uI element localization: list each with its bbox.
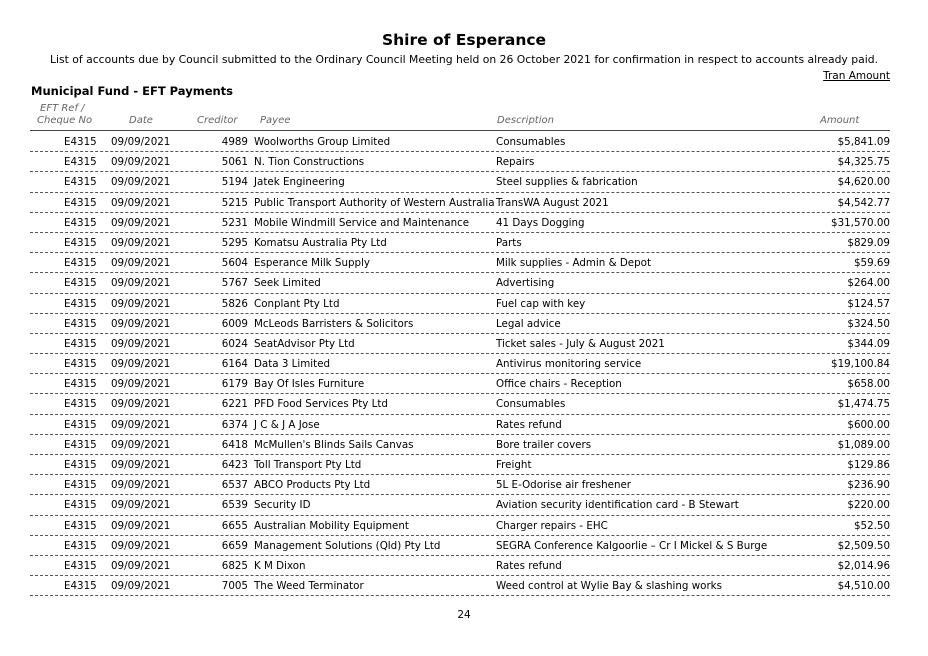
cell-creditor: 6423 xyxy=(221,459,248,471)
table-row xyxy=(30,516,890,536)
table-row xyxy=(30,193,890,213)
cell-creditor: 5061 xyxy=(221,156,248,169)
cell-description: Rates refund xyxy=(496,559,562,572)
cell-ref: E4315 xyxy=(64,257,97,270)
cell-payee: K M Dixon xyxy=(254,559,306,572)
cell-description: 5L E-Odorise air freshener xyxy=(496,479,632,492)
cell-description: Milk supplies - Admin & Depot xyxy=(496,257,652,270)
cell-payee: Jatek Engineering xyxy=(254,176,345,189)
cell-amount: $829.09 xyxy=(847,236,890,249)
cell-payee: The Weed Terminator xyxy=(254,580,364,593)
cell-date: 09/09/2021 xyxy=(111,459,171,471)
cell-creditor: 6374 xyxy=(221,418,248,431)
header-ref-line1: EFT Ref / xyxy=(40,103,85,114)
cell-creditor: 6655 xyxy=(221,519,248,532)
cell-ref: E4315 xyxy=(64,196,97,209)
cell-payee: Conplant Pty Ltd xyxy=(254,297,340,310)
cell-date: 09/09/2021 xyxy=(111,418,171,431)
cell-amount: $5,841.09 xyxy=(837,136,890,148)
cell-date: 09/09/2021 xyxy=(111,196,171,209)
cell-description: Consumables xyxy=(496,398,566,411)
cell-amount: $124.57 xyxy=(847,297,890,310)
cell-ref: E4315 xyxy=(64,559,97,572)
cell-description: 41 Days Dogging xyxy=(496,216,585,229)
table-row xyxy=(30,233,890,253)
cell-date: 09/09/2021 xyxy=(111,479,171,492)
cell-ref: E4315 xyxy=(64,459,97,471)
cell-ref: E4315 xyxy=(64,519,97,532)
cell-payee: Management Solutions (Qld) Pty Ltd xyxy=(254,539,441,552)
table-row xyxy=(30,172,890,192)
cell-creditor: 5231 xyxy=(221,216,248,229)
cell-description: Charger repairs - EHC xyxy=(496,519,608,532)
cell-description: SEGRA Conference Kalgoorlie – Cr I Mickel & S Burge xyxy=(496,539,768,552)
cell-payee: SeatAdvisor Pty Ltd xyxy=(254,337,355,350)
cell-creditor: 5215 xyxy=(221,196,248,209)
table-row xyxy=(30,294,890,314)
cell-creditor: 6024 xyxy=(221,337,248,350)
table-row xyxy=(30,495,890,515)
cell-description: Weed control at Wylie Bay & slashing works xyxy=(496,580,723,593)
cell-payee: Komatsu Australia Pty Ltd xyxy=(254,236,387,249)
cell-date: 09/09/2021 xyxy=(111,136,171,148)
cell-amount: $1,474.75 xyxy=(837,398,890,411)
cell-amount: $4,325.75 xyxy=(837,156,890,169)
cell-creditor: 5194 xyxy=(221,176,248,189)
cell-amount: $4,510.00 xyxy=(837,580,890,593)
cell-payee: N. Tion Constructions xyxy=(254,156,365,169)
cell-date: 09/09/2021 xyxy=(111,236,171,249)
cell-amount: $129.86 xyxy=(847,459,890,471)
tran-amount-label: Tran Amount xyxy=(823,70,890,82)
cell-date: 09/09/2021 xyxy=(111,378,171,391)
header-divider xyxy=(30,130,890,131)
cell-date: 09/09/2021 xyxy=(111,337,171,350)
table-row xyxy=(30,536,890,556)
cell-description: Rates refund xyxy=(496,418,562,431)
cell-amount: $31,570.00 xyxy=(831,216,890,229)
cell-amount: $59.69 xyxy=(853,257,890,270)
cell-creditor: 7005 xyxy=(221,580,248,593)
cell-description: Ticket sales - July & August 2021 xyxy=(496,337,665,350)
cell-ref: E4315 xyxy=(64,438,97,451)
cell-ref: E4315 xyxy=(64,277,97,290)
header-creditor: Creditor xyxy=(197,115,238,126)
cell-ref: E4315 xyxy=(64,176,97,189)
cell-payee: J C & J A Jose xyxy=(254,418,320,431)
cell-description: Repairs xyxy=(496,156,535,169)
cell-creditor: 6009 xyxy=(221,317,248,330)
cell-payee: Data 3 Limited xyxy=(254,358,331,371)
cell-description: Freight xyxy=(496,459,532,471)
cell-description: Fuel cap with key xyxy=(496,297,586,310)
cell-payee: ABCO Products Pty Ltd xyxy=(254,479,371,492)
cell-amount: $324.50 xyxy=(847,317,890,330)
cell-payee: Woolworths Group Limited xyxy=(254,136,391,148)
cell-creditor: 6537 xyxy=(221,479,248,492)
table-row xyxy=(30,455,890,475)
cell-description: Steel supplies & fabrication xyxy=(496,176,638,189)
cell-date: 09/09/2021 xyxy=(111,297,171,310)
table-row xyxy=(30,576,890,596)
table-row xyxy=(30,213,890,233)
cell-payee: Seek Limited xyxy=(254,277,321,290)
table-row xyxy=(30,354,890,374)
cell-date: 09/09/2021 xyxy=(111,317,171,330)
cell-description: Consumables xyxy=(496,136,566,148)
cell-date: 09/09/2021 xyxy=(111,438,171,451)
table-row xyxy=(30,132,890,152)
cell-date: 09/09/2021 xyxy=(111,358,171,371)
cell-date: 09/09/2021 xyxy=(111,277,171,290)
payments-table xyxy=(30,132,890,596)
cell-payee: PFD Food Services Pty Ltd xyxy=(254,398,388,411)
cell-ref: E4315 xyxy=(64,418,97,431)
cell-creditor: 5295 xyxy=(221,236,248,249)
cell-description: Office chairs - Reception xyxy=(496,378,622,391)
cell-creditor: 6179 xyxy=(221,378,248,391)
cell-ref: E4315 xyxy=(64,317,97,330)
cell-amount: $19,100.84 xyxy=(831,358,890,371)
cell-date: 09/09/2021 xyxy=(111,398,171,411)
header-amount: Amount xyxy=(820,115,860,126)
cell-date: 09/09/2021 xyxy=(111,156,171,169)
cell-date: 09/09/2021 xyxy=(111,519,171,532)
table-row xyxy=(30,334,890,354)
cell-ref: E4315 xyxy=(64,358,97,371)
cell-ref: E4315 xyxy=(64,378,97,391)
cell-ref: E4315 xyxy=(64,479,97,492)
header-ref-line2: Cheque No xyxy=(37,115,93,126)
table-row xyxy=(30,152,890,172)
cell-date: 09/09/2021 xyxy=(111,539,171,552)
cell-date: 09/09/2021 xyxy=(111,176,171,189)
cell-amount: $4,542.77 xyxy=(837,196,890,209)
cell-description: Legal advice xyxy=(496,317,561,330)
cell-payee: Bay Of Isles Furniture xyxy=(254,378,365,391)
document-subtitle: List of accounts due by Council submitted to the Ordinary Council Meeting held on 26 October 2021 for confirmation in respect to accounts already paid. xyxy=(49,53,879,66)
cell-amount: $4,620.00 xyxy=(837,176,890,189)
cell-payee: Toll Transport Pty Ltd xyxy=(254,459,362,471)
cell-creditor: 5826 xyxy=(221,297,248,310)
cell-amount: $658.00 xyxy=(847,378,890,391)
cell-date: 09/09/2021 xyxy=(111,559,171,572)
cell-ref: E4315 xyxy=(64,156,97,169)
table-row xyxy=(30,273,890,293)
cell-description: Bore trailer covers xyxy=(496,438,592,451)
table-row xyxy=(30,253,890,273)
table-row xyxy=(30,435,890,455)
cell-payee: Esperance Milk Supply xyxy=(254,257,371,270)
cell-amount: $600.00 xyxy=(847,418,890,431)
cell-payee: Security ID xyxy=(254,499,311,512)
cell-creditor: 5767 xyxy=(221,277,248,290)
header-payee: Payee xyxy=(260,115,291,126)
cell-ref: E4315 xyxy=(64,580,97,593)
cell-creditor: 6418 xyxy=(221,438,248,451)
document-title: Shire of Esperance xyxy=(381,31,547,49)
cell-description: Parts xyxy=(496,236,522,249)
cell-amount: $264.00 xyxy=(847,277,890,290)
cell-ref: E4315 xyxy=(64,216,97,229)
cell-amount: $2,014.96 xyxy=(837,559,890,572)
table-row xyxy=(30,314,890,334)
cell-description: TransWA August 2021 xyxy=(496,196,609,209)
page-number: 24 xyxy=(457,609,471,621)
header-date: Date xyxy=(129,115,153,126)
cell-description: Advertising xyxy=(496,277,555,290)
cell-creditor: 6221 xyxy=(221,398,248,411)
cell-date: 09/09/2021 xyxy=(111,257,171,270)
cell-amount: $344.09 xyxy=(847,337,890,350)
table-row xyxy=(30,556,890,576)
cell-date: 09/09/2021 xyxy=(111,580,171,593)
table-row xyxy=(30,374,890,394)
cell-creditor: 4989 xyxy=(221,136,248,148)
cell-description: Aviation security identification card - B Stewart xyxy=(496,499,739,512)
cell-ref: E4315 xyxy=(64,337,97,350)
cell-creditor: 6164 xyxy=(221,358,248,371)
cell-payee: Australian Mobility Equipment xyxy=(254,519,409,532)
cell-creditor: 5604 xyxy=(221,257,248,270)
section-title: Municipal Fund - EFT Payments xyxy=(31,84,234,98)
cell-amount: $52.50 xyxy=(853,519,890,532)
cell-amount: $236.90 xyxy=(847,479,890,492)
cell-date: 09/09/2021 xyxy=(111,216,171,229)
cell-payee: Public Transport Authority of Western Australia xyxy=(254,196,495,209)
cell-payee: Mobile Windmill Service and Maintenance xyxy=(254,216,470,229)
cell-creditor: 6539 xyxy=(221,499,248,512)
cell-amount: $2,509.50 xyxy=(837,539,890,552)
cell-ref: E4315 xyxy=(64,499,97,512)
cell-amount: $1,089.00 xyxy=(837,438,890,451)
cell-ref: E4315 xyxy=(64,236,97,249)
cell-payee: McMullen's Blinds Sails Canvas xyxy=(254,438,414,451)
header-description: Description xyxy=(497,115,554,126)
cell-creditor: 6659 xyxy=(221,539,248,552)
cell-payee: McLeods Barristers & Solicitors xyxy=(254,317,414,330)
table-row xyxy=(30,394,890,414)
cell-description: Antivirus monitoring service xyxy=(496,358,642,371)
cell-ref: E4315 xyxy=(64,398,97,411)
table-row xyxy=(30,475,890,495)
cell-date: 09/09/2021 xyxy=(111,499,171,512)
cell-creditor: 6825 xyxy=(221,559,248,572)
cell-ref: E4315 xyxy=(64,297,97,310)
cell-amount: $220.00 xyxy=(847,499,890,512)
cell-ref: E4315 xyxy=(64,539,97,552)
cell-ref: E4315 xyxy=(64,136,97,148)
table-row xyxy=(30,415,890,435)
